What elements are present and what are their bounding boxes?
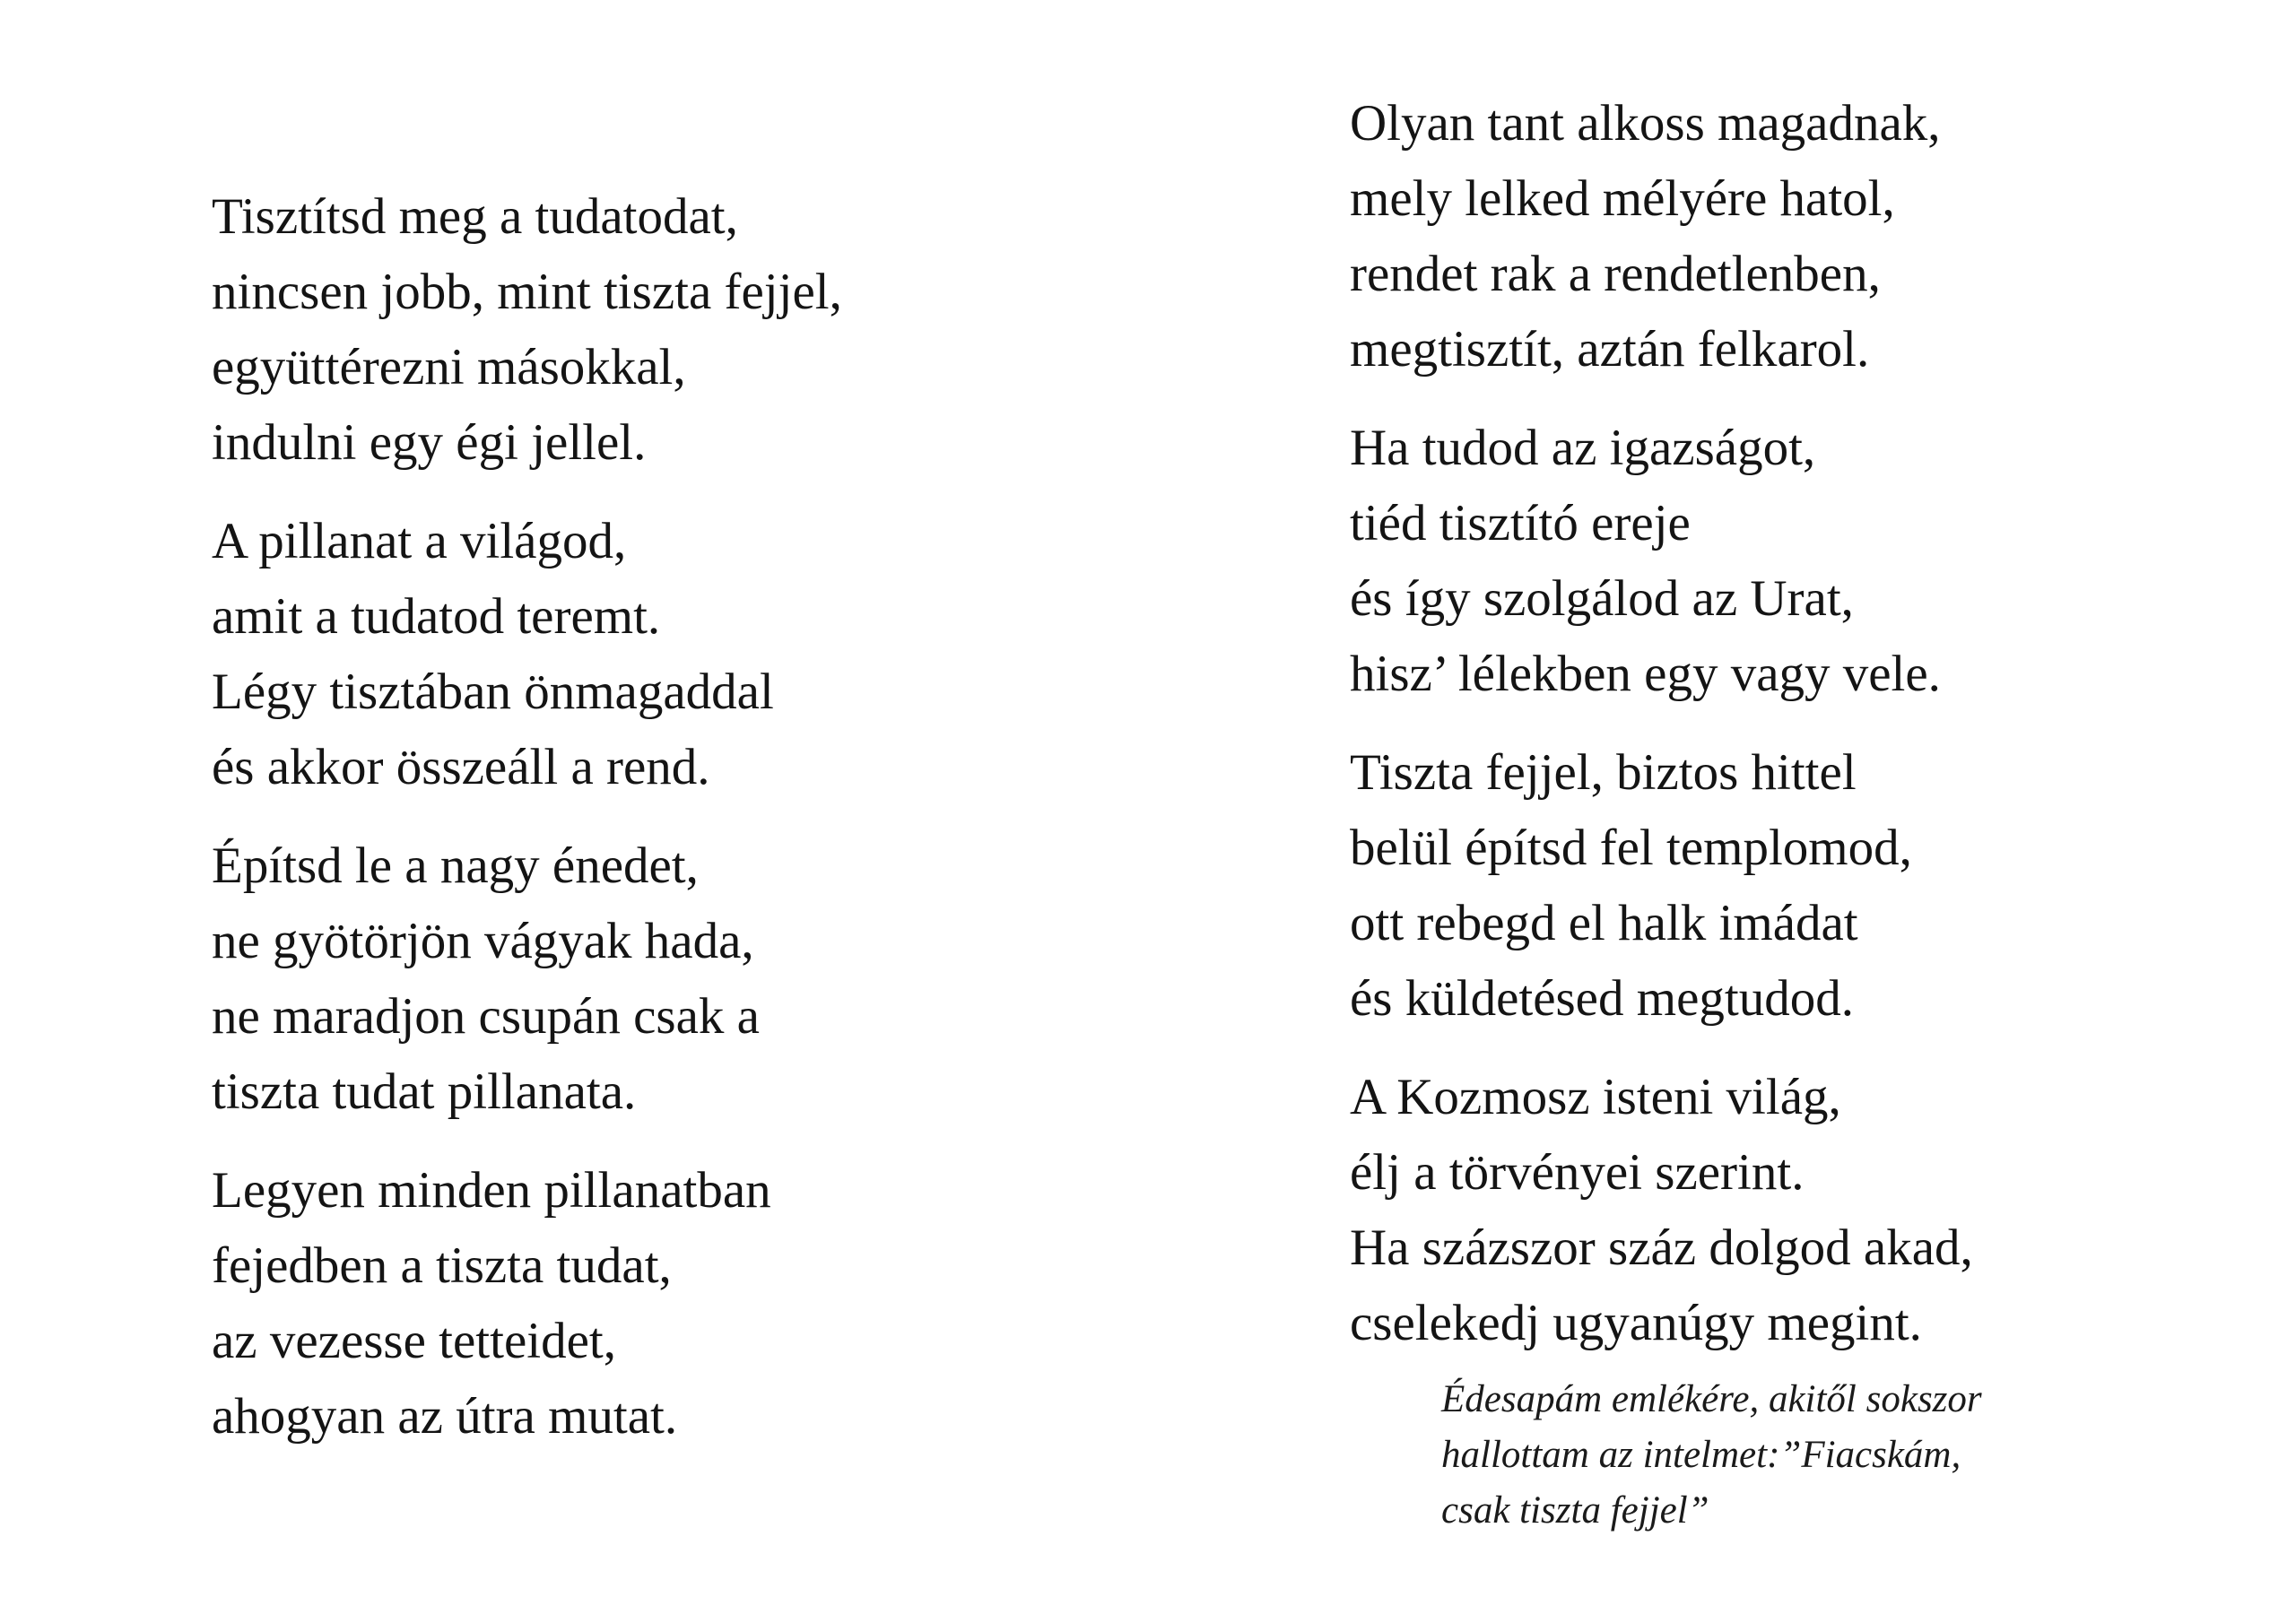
poem-right-column [1350,86,2247,1384]
poem-line: Olyan tant alkoss magadnak, [1350,95,1941,152]
poem-line: tiszta tudat pillanata. [212,1063,637,1120]
dedication-line: csak tiszta fejjel” [1441,1489,1709,1532]
poem-line: Légy tisztában önmagaddal [212,664,774,720]
poem-line: ne maradjon csupán csak a [212,988,760,1045]
poem-line: rendet rak a rendetlenben, [1350,246,1881,302]
poem-line: ne gyötörjön vágyak hada, [212,913,754,969]
poem-line: Tisztítsd meg a tudatodat, [212,188,738,245]
stanza-6 [1350,411,2247,712]
stanza-7 [1350,735,2247,1037]
poem-line: Ha százszor száz dolgod akad, [1350,1219,1973,1276]
poem-line: megtisztít, aztán felkarol. [1350,321,1870,378]
poem-line: az vezesse tetteidet, [212,1313,616,1369]
stanza-4 [212,1153,1109,1454]
stanza-2 [212,504,1109,805]
stanza-5 [1350,86,2247,387]
poem-line: belül építsd fel templomod, [1350,820,1912,876]
poem-line: hisz’ lélekben egy vagy vele. [1350,646,1941,702]
poem-line: ott rebegd el halk imádat [1350,895,1858,951]
poem-line: indulni egy égi jellel. [212,414,647,471]
stanza-3 [212,829,1109,1130]
poem-line: együttérezni másokkal, [212,339,686,395]
poem-left-column [212,179,1109,1478]
poem-line: mely lelked mélyére hatol, [1350,170,1895,227]
dedication [1441,1372,2248,1539]
poem-line: cselekedj ugyanúgy megint. [1350,1295,1922,1351]
poem-line: élj a törvényei szerint. [1350,1144,1805,1201]
stanza-1 [212,179,1109,481]
poem-line: tiéd tisztító ereje [1350,495,1691,551]
poem-line: és küldetésed megtudod. [1350,970,1854,1027]
poem-line: és így szolgálod az Urat, [1350,570,1854,627]
dedication-line: hallottam az intelmet:”Fiacskám, [1441,1434,1961,1476]
poem-line: ahogyan az útra mutat. [212,1388,678,1445]
stanza-8 [1350,1060,2247,1361]
poem-line: és akkor összeáll a rend. [212,739,710,795]
poem-line: fejedben a tiszta tudat, [212,1237,672,1294]
poem-line: Ha tudod az igazságot, [1350,420,1816,476]
poem-line: A pillanat a világod, [212,513,627,569]
poem-line: Legyen minden pillanatban [212,1162,771,1219]
poem-line: Építsd le a nagy énedet, [212,838,699,894]
dedication-line: Édesapám emlékére, akitől sokszor [1441,1378,1982,1420]
poem-line: Tiszta fejjel, biztos hittel [1350,744,1857,801]
poem-line: nincsen jobb, mint tiszta fejjel, [212,264,842,320]
poem-line: A Kozmosz isteni világ, [1350,1069,1841,1125]
poem-line: amit a tudatod teremt. [212,588,661,645]
